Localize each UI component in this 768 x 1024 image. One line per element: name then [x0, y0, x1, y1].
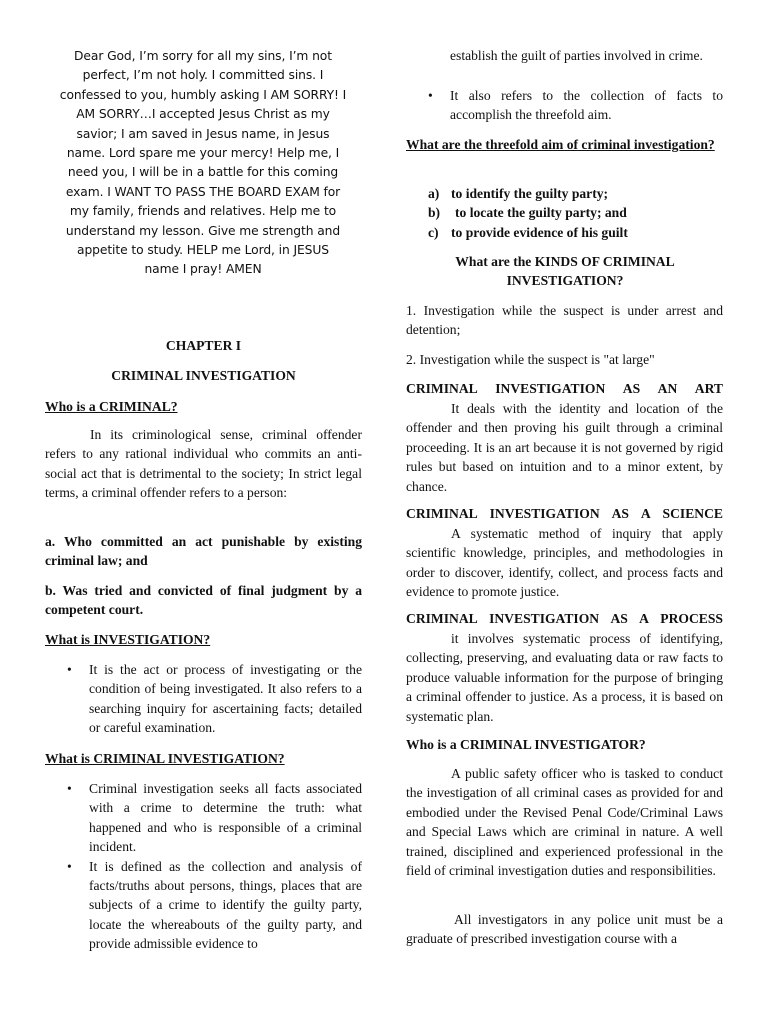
heading-what-is-criminal-investigation: What is CRIMINAL INVESTIGATION? [45, 751, 285, 766]
heading-process: CRIMINAL INVESTIGATION AS A PROCESS [406, 611, 723, 626]
list-item: • It also refers to the collection of facts to accomplish the threefold aim. [406, 86, 723, 125]
heading-who-is-criminal: Who is a CRIMINAL? [45, 399, 178, 414]
kind-item-1: 1. Investigation while the suspect is under arrest and detention; [406, 303, 723, 338]
continued-text: establish the guilt of parties involved in crime. [450, 48, 703, 63]
prayer-text: Dear God, I’m sorry for all my sins, I’m not perfect, I’m not holy. I committed sins. I confessed to you, humbly asking I AM SORRY! I AM SORRY…I accepted Jesus Christ as my savior; I am saved in Jesus name, in Jesus name. Lord spare me your mercy! Help me, I need you, I will be in a battle for this coming exam. I WANT TO PASS THE BOARD EXAM for my family, friends and relatives. Help me to understand my lesson. Give me strength and appetite to study. HELP me Lord, in JESUS name I pray! AMEN [59, 49, 347, 277]
heading-investigator: Who is a CRIMINAL INVESTIGATOR? [406, 737, 646, 752]
criminal-definition: In its criminological sense, criminal offender refers to any rational individual who commits an anti-social act that is detrimental to the society; In strict legal terms, a criminal offender refers to a person: [45, 427, 362, 501]
aim-letter: c) [428, 224, 439, 240]
heading-threefold-aim: What are the threefold aim of criminal investigation? [406, 137, 715, 152]
kind-item-2: 2. Investigation while the suspect is "at large" [406, 352, 655, 367]
chapter-number: CHAPTER I [165, 338, 242, 353]
heading-science: CRIMINAL INVESTIGATION AS A SCIENCE [406, 506, 723, 521]
process-text: it involves systematic process of identifying, collecting, preserving, and evaluating data or raw facts to produce valuable information for the purpose of bringing a criminal offender to justice. As a process, it is based on systematic plan. [406, 631, 723, 724]
chapter-title: CRIMINAL INVESTIGATION [111, 368, 296, 383]
aim-text: to locate the guilty party; and [455, 205, 627, 221]
threefold-bullet-list [406, 86, 723, 125]
list-item: • Criminal investigation seeks all facts associated with a crime to determine the truth: what happened and who is responsible of a criminal incident. [45, 779, 362, 857]
list-item [406, 223, 723, 242]
aim-letter: a) [428, 186, 440, 201]
aims-list [406, 184, 723, 242]
science-text: A systematic method of inquiry that apply scientific knowledge, principles, and methodologies in order to discover, identify, collect, and process facts and evidence to promote justice. [406, 526, 723, 600]
heading-kinds: What are the KINDS OF CRIMINAL INVESTIGATION? [455, 254, 675, 289]
list-item [406, 203, 723, 222]
criminal-item-a: a. Who committed an act punishable by existing criminal law; and [45, 534, 362, 569]
investigator-text: A public safety officer who is tasked to conduct the investigation of all criminal cases as provided for and embodied under the Revised Penal Code/Criminal Laws and Special Laws which are criminal in nature. A well trained, disciplined and experienced professional in the field of criminal investigation duties and responsibilities. [406, 766, 723, 879]
criminal-item-b: b. Was tried and convicted of final judgment by a competent court. [45, 583, 362, 618]
aim-text: to provide evidence of his guilt [451, 224, 628, 240]
aim-text: to identify the guilty party; [451, 186, 609, 201]
investigation-bullet-list [45, 660, 362, 738]
investigator-text-2: All investigators in any police unit must be a graduate of prescribed investigation course with a [406, 912, 723, 947]
art-text: It deals with the identity and location of the offender and then proving his guilt through a criminal proceeding. It is an art because it is not governed by rigid rules but based on intuition and to a minor extent, by chance. [406, 401, 723, 494]
heading-what-is-investigation: What is INVESTIGATION? [45, 632, 211, 647]
list-item [406, 184, 723, 203]
list-item: • It is the act or process of investigating or the condition of being investigated. It also refers to a searching inquiry for ascertaining facts; detailed or careful examination. [45, 660, 362, 738]
list-item: • It is defined as the collection and analysis of facts/truths about persons, things, places that are subjects of a crime to identify the guilty party, locate the whereabouts of the guilty party, and provide admissible evidence to [45, 857, 362, 954]
criminal-investigation-bullet-list [45, 779, 362, 954]
heading-art: CRIMINAL INVESTIGATION AS AN ART [406, 381, 723, 396]
aim-letter: b) [428, 205, 441, 221]
